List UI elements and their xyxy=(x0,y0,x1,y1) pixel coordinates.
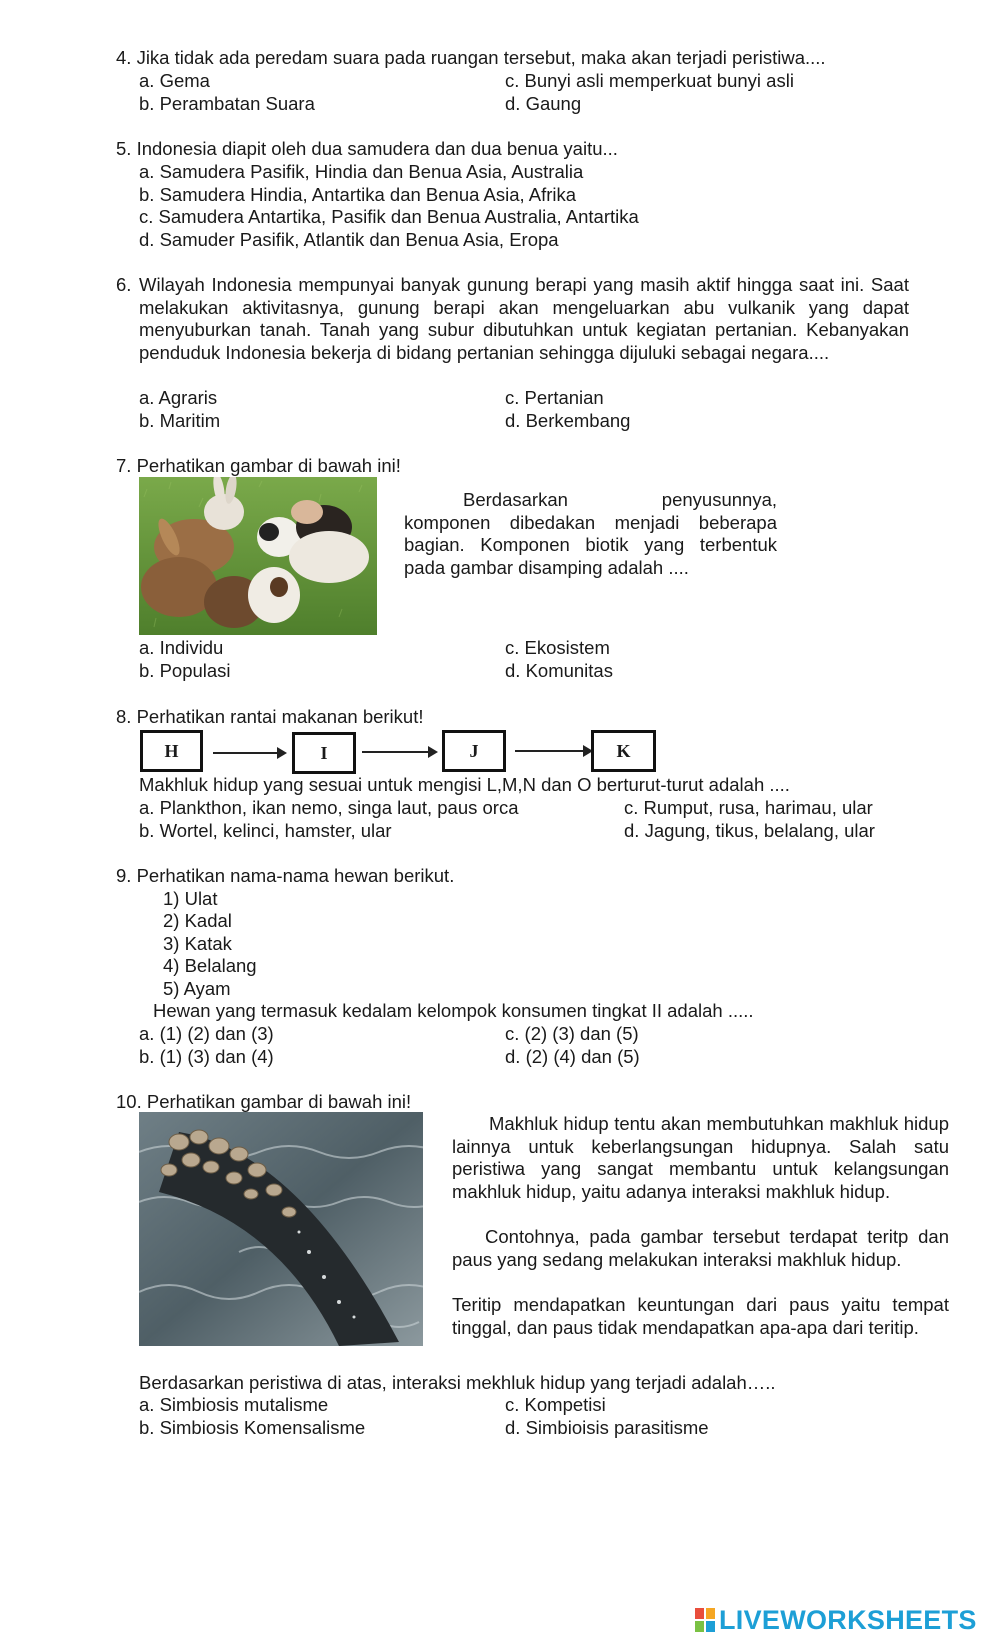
q10-paragraph-2: Contohnya, pada gambar tersebut terdapat teritp dan paus yang sedang melakukan interaksi makhluk hidup. xyxy=(452,1226,949,1270)
q5-option-d[interactable]: d. Samuder Pasifik, Atlantik dan Benua Asia, Eropa xyxy=(139,229,559,250)
food-chain-box-h: H xyxy=(140,730,203,772)
q8-option-b[interactable]: b. Wortel, kelinci, hamster, ular xyxy=(139,820,392,841)
food-chain-arrow-1 xyxy=(213,752,285,754)
q10-prompt: Berdasarkan peristiwa di atas, interaksi mekhluk hidup yang terjadi adalah….. xyxy=(139,1372,776,1393)
q8-option-d[interactable]: d. Jagung, tikus, belalang, ular xyxy=(624,820,875,841)
q8-question: 8. Perhatikan rantai makanan berikut! xyxy=(116,706,424,727)
q6-number: 6. xyxy=(116,274,132,295)
q6-option-c[interactable]: c. Pertanian xyxy=(505,387,604,408)
q7-option-a[interactable]: a. Individu xyxy=(139,637,224,658)
q7-description: Berdasarkan penyusunnya, komponen dibedakan menjadi beberapa bagian. Komponen biotik yang terbentuk pada gambar disamping adalah .... xyxy=(404,489,777,578)
food-chain-box-j: J xyxy=(442,730,506,772)
q4-question: 4. Jika tidak ada peredam suara pada ruangan tersebut, maka akan terjadi peristiwa.... xyxy=(116,47,826,68)
rabbits-photo xyxy=(139,477,377,635)
q7-option-b[interactable]: b. Populasi xyxy=(139,660,231,681)
q7-question: 7. Perhatikan gambar di bawah ini! xyxy=(116,455,401,476)
q9-option-b[interactable]: b. (1) (3) dan (4) xyxy=(139,1046,274,1067)
q5-question: 5. Indonesia diapit oleh dua samudera dan dua benua yaitu... xyxy=(116,138,618,159)
q7-option-c[interactable]: c. Ekosistem xyxy=(505,637,610,658)
liveworksheets-logo[interactable] xyxy=(695,1604,977,1635)
q8-prompt: Makhluk hidup yang sesuai untuk mengisi L,M,N dan O berturut-turut adalah .... xyxy=(139,774,790,795)
q10-option-d[interactable]: d. Simbioisis parasitisme xyxy=(505,1417,709,1438)
q10-option-b[interactable]: b. Simbiosis Komensalisme xyxy=(139,1417,366,1438)
q9-animal-3: 3) Katak xyxy=(163,933,232,954)
q5-option-b[interactable]: b. Samudera Hindia, Antartika dan Benua Asia, Afrika xyxy=(139,184,577,205)
q9-option-a[interactable]: a. (1) (2) dan (3) xyxy=(139,1023,274,1044)
q10-question: 10. Perhatikan gambar di bawah ini! xyxy=(116,1091,412,1112)
food-chain-arrow-3 xyxy=(515,750,591,752)
q5-option-c[interactable]: c. Samudera Antartika, Pasifik dan Benua Australia, Antartika xyxy=(139,206,639,227)
q8-option-a[interactable]: a. Plankthon, ikan nemo, singa laut, paus orca xyxy=(139,797,519,818)
whale-barnacle-photo xyxy=(139,1112,423,1346)
q9-animal-2: 2) Kadal xyxy=(163,910,232,931)
q4-option-d[interactable]: d. Gaung xyxy=(505,93,582,114)
food-chain-arrow-2 xyxy=(362,751,436,753)
q5-option-a[interactable]: a. Samudera Pasifik, Hindia dan Benua Asia, Australia xyxy=(139,161,584,182)
q9-animal-1: 1) Ulat xyxy=(163,888,218,909)
q4-option-b[interactable]: b. Perambatan Suara xyxy=(139,93,315,114)
logo-blocks-icon xyxy=(695,1608,715,1632)
q6-option-a[interactable]: a. Agraris xyxy=(139,387,218,408)
q9-question: 9. Perhatikan nama-nama hewan berikut. xyxy=(116,865,455,886)
q4-option-c[interactable]: c. Bunyi asli memperkuat bunyi asli xyxy=(505,70,794,91)
food-chain-box-i: I xyxy=(292,732,356,774)
q9-option-c[interactable]: c. (2) (3) dan (5) xyxy=(505,1023,639,1044)
q9-animal-4: 4) Belalang xyxy=(163,955,257,976)
q9-option-d[interactable]: d. (2) (4) dan (5) xyxy=(505,1046,640,1067)
q6-question: Wilayah Indonesia mempunyai banyak gunung berapi yang masih aktif hingga saat ini. Saat melakukan aktivitasnya, gunung berapi akan mengeluarkan abu vulkanik yang dapat menyuburkan tanah. Tanah yang subur dibutuhkan untuk kegiatan pertanian. Kebanyakan penduduk Indonesia bekerja di bidang pertanian sehingga dijuluki sebagai negara.... xyxy=(139,274,909,363)
q7-option-d[interactable]: d. Komunitas xyxy=(505,660,613,681)
q8-option-c[interactable]: c. Rumput, rusa, harimau, ular xyxy=(624,797,873,818)
q6-option-d[interactable]: d. Berkembang xyxy=(505,410,631,431)
logo-text: LIVEWORKSHEETS xyxy=(719,1604,977,1635)
q10-option-a[interactable]: a. Simbiosis mutalisme xyxy=(139,1394,329,1415)
q9-animal-5: 5) Ayam xyxy=(163,978,231,999)
q10-option-c[interactable]: c. Kompetisi xyxy=(505,1394,606,1415)
q6-option-b[interactable]: b. Maritim xyxy=(139,410,221,431)
q10-paragraph-3: Teritip mendapatkan keuntungan dari paus yaitu tempat tinggal, dan paus tidak mendapatkan apa-apa dari teritip. xyxy=(452,1294,949,1338)
q4-option-a[interactable]: a. Gema xyxy=(139,70,210,91)
q9-prompt: Hewan yang termasuk kedalam kelompok konsumen tingkat II adalah ..... xyxy=(153,1000,754,1021)
food-chain-box-k: K xyxy=(591,730,656,772)
q10-paragraph-1: Makhluk hidup tentu akan membutuhkan makhluk hidup lainnya untuk keberlangsungan hidupnya. Salah satu peristiwa yang sangat membantu untuk kelangsungan makhluk hidup, yaitu adanya interaksi makhluk hidup. xyxy=(452,1113,949,1202)
